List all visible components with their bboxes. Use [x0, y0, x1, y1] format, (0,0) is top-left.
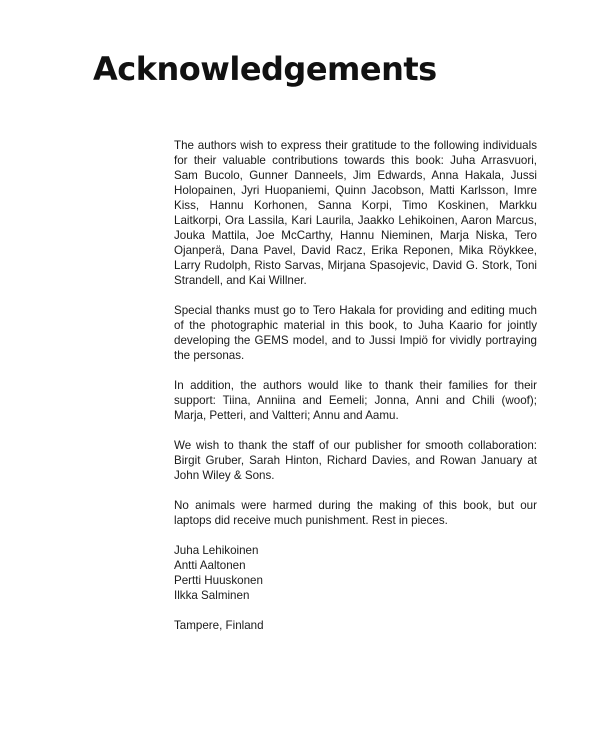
author-name: Ilkka Salminen: [174, 589, 250, 602]
acknowledgements-body: [174, 138, 537, 633]
paragraph-contributors: The authors wish to express their gratitude to the following individuals for their valuable contributions towards this book: Juha Arrasvuori, Sam Bucolo, Gunner Danneels, Jim Edwards, Anna Hakala, Jussi Holopainen, Jyri Huopaniemi, Quinn Jacobson, Matti Karlsson, Imre Kiss, Hannu Korhonen, Sanna Korpi, Timo Koskinen, Markku Laitkorpi, Ora Lassila, Kari Laurila, Jaakko Lehikoinen, Aaron Marcus, Jouka Mattila, Joe McCarthy, Hannu Nieminen, Marja Niska, Tero Ojanperä, Dana Pavel, David Racz, Erika Reponen, Mika Röykkee, Larry Rudolph, Risto Sarvas, Mirjana Spasojevic, David G. Stork, Toni Strandell, and Kai Willner.: [174, 139, 537, 287]
author-name: Juha Lehikoinen: [174, 544, 259, 557]
author-name: Pertti Huuskonen: [174, 574, 263, 587]
paragraph-publisher: We wish to thank the staff of our publisher for smooth collaboration: Birgit Gruber, Sarah Hinton, Richard Davies, and Rowan January at John Wiley & Sons.: [174, 439, 537, 482]
page-title: Acknowledgements: [93, 50, 437, 88]
place-line: Tampere, Finland: [174, 619, 264, 632]
paragraph-special-thanks: Special thanks must go to Tero Hakala for providing and editing much of the photographic material in this book, to Juha Kaario for jointly developing the GEMS model, and to Jussi Impiö for vividly portraying the personas.: [174, 304, 537, 362]
author-name: Antti Aaltonen: [174, 559, 246, 572]
author-signatures: [174, 543, 537, 603]
paragraph-animals: No animals were harmed during the making of this book, but our laptops did receive much punishment. Rest in pieces.: [174, 499, 537, 527]
paragraph-families: In addition, the authors would like to thank their families for their support: Tiina, Anniina and Eemeli; Jonna, Anni and Chili (woof); Marja, Petteri, and Valtteri; Annu and Aamu.: [174, 379, 537, 422]
